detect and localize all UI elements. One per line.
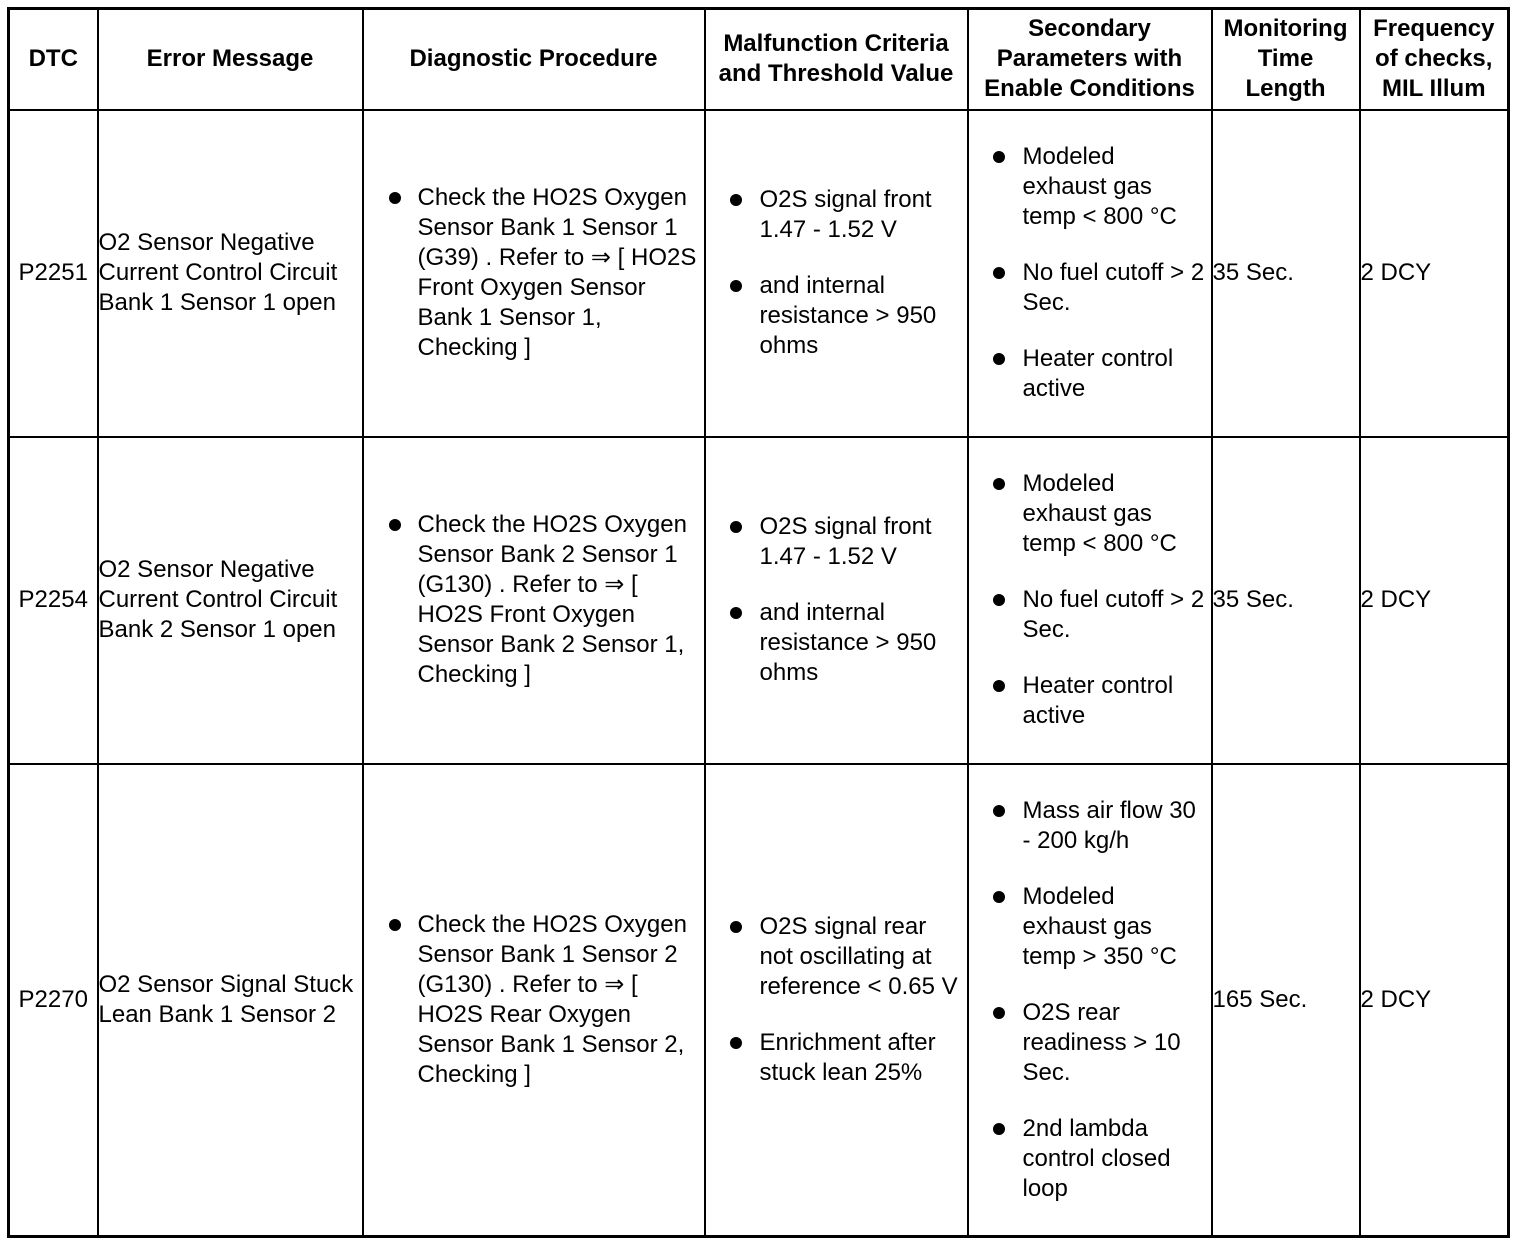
bullet-icon xyxy=(993,267,1005,279)
list-item xyxy=(364,183,698,363)
bullet-icon xyxy=(993,680,1005,692)
bullet-icon xyxy=(730,921,742,933)
bullet-icon xyxy=(993,1007,1005,1019)
diagnostic-procedure-list xyxy=(364,183,704,363)
malfunction-criteria xyxy=(705,764,968,1237)
list-item-text: 2nd lambda control closed loop xyxy=(1022,1114,1171,1202)
list-item xyxy=(969,882,1205,972)
error-message: O2 Sensor Signal Stuck Lean Bank 1 Sensor 2 xyxy=(98,764,363,1237)
table-row xyxy=(9,437,1509,764)
list-item xyxy=(706,912,961,1002)
diagnostic-procedure-list xyxy=(364,910,704,1090)
list-item xyxy=(706,185,961,245)
list-item-text: and internal resistance > 950 ohms xyxy=(759,272,937,359)
list-item xyxy=(969,671,1205,731)
malfunction-criteria-list xyxy=(706,912,967,1088)
header-malfunction-criteria: Malfunction Criteria and Threshold Value xyxy=(705,9,968,110)
bullet-icon xyxy=(993,151,1005,163)
malfunction-criteria xyxy=(705,110,968,437)
list-item xyxy=(969,796,1205,856)
list-item-text: No fuel cutoff > 2 Sec. xyxy=(1022,259,1205,316)
bullet-icon xyxy=(389,192,401,204)
header-monitoring-time: Monitoring Time Length xyxy=(1212,9,1360,110)
header-error-message: Error Message xyxy=(98,9,363,110)
list-item-text: Heater control active xyxy=(1022,672,1174,729)
table-row xyxy=(9,764,1509,1237)
list-item xyxy=(364,510,698,690)
list-item xyxy=(969,142,1205,232)
bullet-icon xyxy=(993,594,1005,606)
malfunction-criteria-list xyxy=(706,512,967,688)
bullet-icon xyxy=(730,1037,742,1049)
dtc-table xyxy=(7,7,1510,1238)
list-item xyxy=(969,469,1205,559)
list-item-text: O2S signal front 1.47 - 1.52 V xyxy=(759,186,932,243)
monitoring-time: 165 Sec. xyxy=(1212,764,1360,1237)
header-secondary-parameters: Secondary Parameters with Enable Conditions xyxy=(968,9,1212,110)
frequency: 2 DCY xyxy=(1360,110,1509,437)
monitoring-time: 35 Sec. xyxy=(1212,110,1360,437)
bullet-icon xyxy=(730,521,742,533)
list-item xyxy=(969,1114,1205,1204)
bullet-icon xyxy=(993,1123,1005,1135)
list-item-text: Check the HO2S Oxygen Sensor Bank 2 Sensor 1 (G130) . Refer to ⇒ [ HO2S Front Oxygen Sensor Bank 2 Sensor 1, Checking ] xyxy=(417,511,687,688)
header-frequency: Frequency of checks, MIL Illum xyxy=(1360,9,1509,110)
bullet-icon xyxy=(389,519,401,531)
list-item-text: O2S signal front 1.47 - 1.52 V xyxy=(759,513,932,570)
list-item-text: O2S signal rear not oscillating at reference < 0.65 V xyxy=(759,912,958,1000)
error-message: O2 Sensor Negative Current Control Circuit Bank 1 Sensor 1 open xyxy=(98,110,363,437)
malfunction-criteria-list xyxy=(706,185,967,361)
list-item xyxy=(969,585,1205,645)
list-item xyxy=(969,998,1205,1088)
dtc-code: P2254 xyxy=(9,437,98,764)
diagnostic-procedure-list xyxy=(364,510,704,690)
diagnostic-procedure xyxy=(363,110,705,437)
list-item xyxy=(706,271,961,361)
dtc-code: P2251 xyxy=(9,110,98,437)
list-item-text: Check the HO2S Oxygen Sensor Bank 1 Sensor 2 (G130) . Refer to ⇒ [ HO2S Rear Oxygen Sensor Bank 1 Sensor 2, Checking ] xyxy=(417,910,687,1088)
bullet-icon xyxy=(993,891,1005,903)
list-item xyxy=(706,1028,961,1088)
list-item-text: Modeled exhaust gas temp > 350 °C xyxy=(1022,882,1177,970)
bullet-icon xyxy=(730,280,742,292)
list-item xyxy=(364,910,698,1090)
diagnostic-procedure xyxy=(363,764,705,1237)
header-row xyxy=(9,9,1509,110)
malfunction-criteria xyxy=(705,437,968,764)
bullet-icon xyxy=(389,919,401,931)
list-item-text: and internal resistance > 950 ohms xyxy=(759,599,937,686)
secondary-parameters xyxy=(968,437,1212,764)
secondary-parameters xyxy=(968,110,1212,437)
bullet-icon xyxy=(993,353,1005,365)
list-item xyxy=(969,258,1205,318)
error-message: O2 Sensor Negative Current Control Circuit Bank 2 Sensor 1 open xyxy=(98,437,363,764)
list-item-text: Check the HO2S Oxygen Sensor Bank 1 Sensor 1 (G39) . Refer to ⇒ [ HO2S Front Oxygen Sensor Bank 1 Sensor 1, Checking ] xyxy=(417,184,697,361)
bullet-icon xyxy=(730,607,742,619)
list-item-text: Enrichment after stuck lean 25% xyxy=(759,1028,936,1086)
bullet-icon xyxy=(993,805,1005,817)
frequency: 2 DCY xyxy=(1360,764,1509,1237)
secondary-parameters xyxy=(968,764,1212,1237)
diagnostic-procedure xyxy=(363,437,705,764)
list-item xyxy=(706,598,961,688)
list-item xyxy=(706,512,961,572)
monitoring-time: 35 Sec. xyxy=(1212,437,1360,764)
list-item-text: O2S rear readiness > 10 Sec. xyxy=(1022,998,1181,1086)
list-item xyxy=(969,344,1205,404)
list-item-text: Modeled exhaust gas temp < 800 °C xyxy=(1022,143,1177,230)
list-item-text: Modeled exhaust gas temp < 800 °C xyxy=(1022,470,1177,557)
secondary-parameters-list xyxy=(969,469,1211,731)
header-diagnostic-procedure: Diagnostic Procedure xyxy=(363,9,705,110)
table-row xyxy=(9,110,1509,437)
list-item-text: Heater control active xyxy=(1022,345,1174,402)
secondary-parameters-list xyxy=(969,142,1211,404)
list-item-text: Mass air flow 30 - 200 kg/h xyxy=(1022,796,1196,854)
frequency: 2 DCY xyxy=(1360,437,1509,764)
list-item-text: No fuel cutoff > 2 Sec. xyxy=(1022,586,1205,643)
dtc-code: P2270 xyxy=(9,764,98,1237)
bullet-icon xyxy=(730,194,742,206)
header-dtc: DTC xyxy=(9,9,98,110)
bullet-icon xyxy=(993,478,1005,490)
secondary-parameters-list xyxy=(969,796,1211,1204)
